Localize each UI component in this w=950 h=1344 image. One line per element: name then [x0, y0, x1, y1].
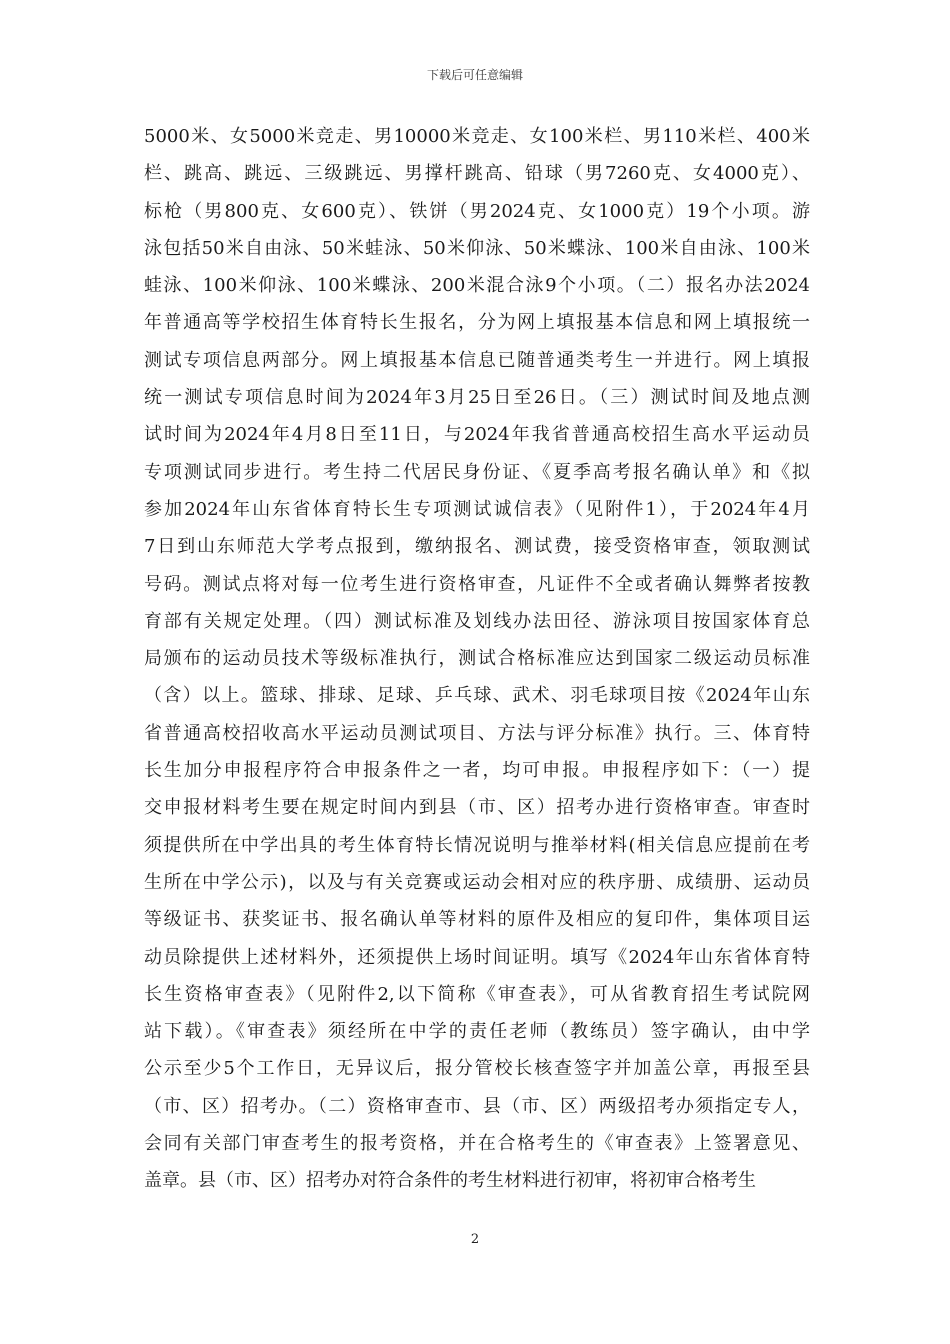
text-line: 公示至少5个工作日，无异议后，报分管校长核查签字并加盖公章，再报至县 [144, 1058, 810, 1080]
text-line: 试时间为2024年4月8日至11日，与2024年我省普通高校招生高水平运动员 [144, 424, 810, 446]
text-line: 专项测试同步进行。考生持二代居民身份证、《夏季高考报名确认单》和《拟 [144, 461, 810, 483]
text-line: 号码。测试点将对每一位考生进行资格审查，凡证件不全或者确认舞弊者按教 [144, 573, 810, 595]
text-line: 参加2024年山东省体育特长生专项测试诚信表》（见附件1），于2024年4月 [144, 498, 810, 520]
text-line: 站下载）。《审查表》须经所在中学的责任老师（教练员）签字确认，由中学 [144, 1021, 810, 1043]
text-line: 生所在中学公示)，以及与有关竞赛或运动会相对应的秩序册、成绩册、运动员 [144, 871, 810, 893]
text-line: 长生资格审查表》（见附件2,以下简称《审查表》，可从省教育招生考试院网 [144, 983, 810, 1005]
text-line: 测试专项信息两部分。网上填报基本信息已随普通类考生一并进行。网上填报 [144, 349, 810, 371]
text-line: 交申报材料考生要在规定时间内到县（市、区）招考办进行资格审查。审查时 [144, 797, 810, 819]
text-line: 统一测试专项信息时间为2024年3月25日至26日。（三）测试时间及地点测 [144, 387, 810, 409]
page-number: 2 [470, 1232, 480, 1247]
text-line: 年普通高等学校招生体育特长生报名，分为网上填报基本信息和网上填报统一 [144, 312, 810, 334]
text-line: 5000米、女5000米竞走、男10000米竞走、女100米栏、男110米栏、400米 [144, 126, 810, 147]
text-line: 动员除提供上述材料外，还须提供上场时间证明。填写《2024年山东省体育特 [144, 946, 810, 968]
text-line: （市、区）招考办。（二）资格审查市、县（市、区）两级招考办须指定专人， [144, 1095, 810, 1117]
text-line: 局颁布的运动员技术等级标准执行，测试合格标准应达到国家二级运动员标准 [144, 648, 810, 670]
text-line: 标枪（男800克、女600克）、铁饼（男2024克、女1000克）19个小项。游 [144, 200, 810, 222]
text-line: 蛙泳、100米仰泳、100米蝶泳、200米混合泳9个小项。（二）报名办法2024 [144, 275, 810, 297]
text-line: 省普通高校招收高水平运动员测试项目、方法与评分标准》执行。三、体育特 [144, 722, 810, 744]
text-line: 盖章。县（市、区）招考办对符合条件的考生材料进行初审，将初审合格考生 [144, 1170, 756, 1192]
text-line: 须提供所在中学出具的考生体育特长情况说明与推举材料(相关信息应提前在考 [144, 834, 810, 856]
text-line: 栏、跳高、跳远、三级跳远、男撑杆跳高、铅球（男7260克、女4000克）、 [144, 163, 810, 185]
text-line: 会同有关部门审查考生的报考资格，并在合格考生的《审查表》上签署意见、 [144, 1133, 810, 1155]
text-line: 育部有关规定处理。（四）测试标准及划线办法田径、游泳项目按国家体育总 [144, 610, 810, 632]
text-line: 长生加分申报程序符合申报条件之一者，均可申报。申报程序如下：（一）提 [144, 760, 810, 782]
text-line: 等级证书、获奖证书、报名确认单等材料的原件及相应的复印件，集体项目运 [144, 909, 810, 931]
page-header-note: 下载后可任意编辑 [426, 68, 523, 82]
text-line: 7日到山东师范大学考点报到，缴纳报名、测试费，接受资格审查，领取测试 [144, 536, 810, 558]
text-line: （含）以上。篮球、排球、足球、乒乓球、武术、羽毛球项目按《2024年山东 [144, 685, 810, 707]
text-line: 泳包括50米自由泳、50米蛙泳、50米仰泳、50米蝶泳、100米自由泳、100米 [144, 237, 810, 259]
document-body [144, 118, 810, 1200]
